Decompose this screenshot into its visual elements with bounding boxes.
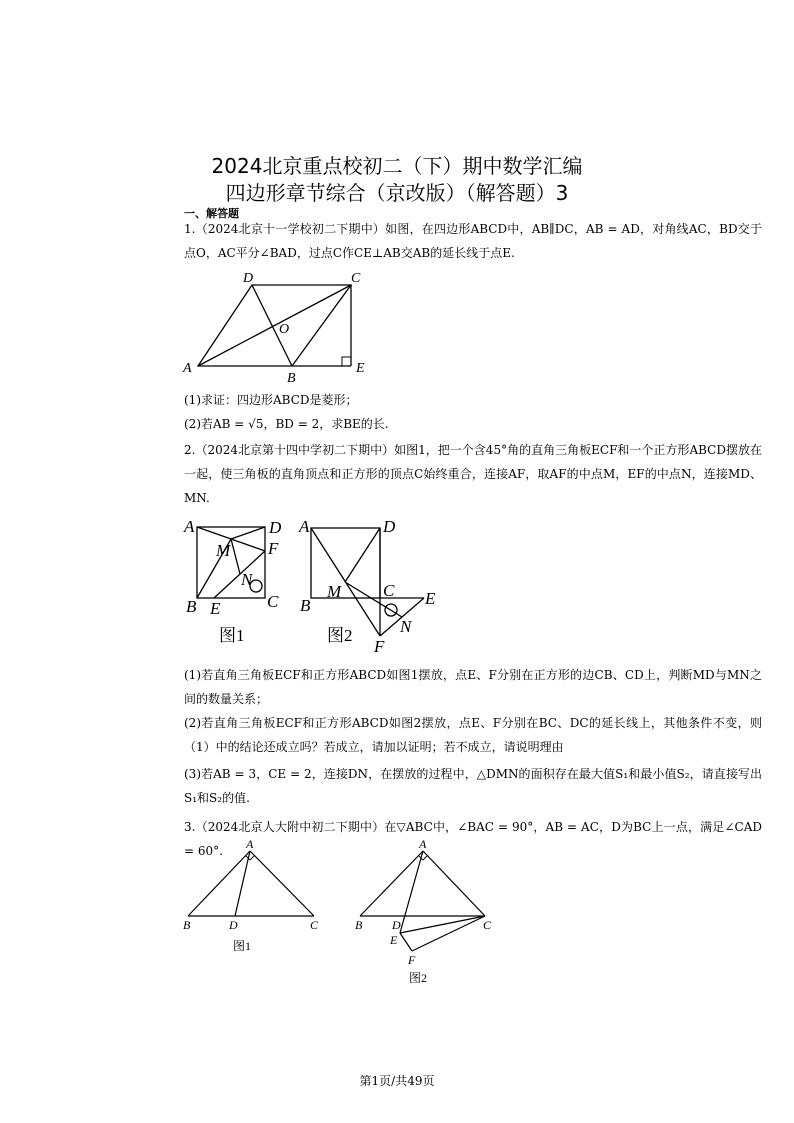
page-footer: 第1页/共49页 xyxy=(359,1074,435,1088)
q3f1-label-A: A xyxy=(246,837,254,851)
q2f2-label-C: C xyxy=(383,581,395,600)
q2f1-label-M: M xyxy=(216,541,231,560)
document-title-line2: 四边形章节综合（京改版）（解答题）3 xyxy=(225,181,569,205)
q3f1-label-D: D xyxy=(229,918,238,932)
q2f1-label-N: N xyxy=(241,570,253,589)
q1-label-O: O xyxy=(279,322,290,337)
q3f2-label-E: E xyxy=(390,933,398,947)
q2f2-label-A: A xyxy=(299,517,310,536)
q3f2-label-A: A xyxy=(419,837,427,851)
q1-stem: 1.（2024北京十一学校初二下期中）如图，在四边形ABCD中，AB∥DC，AB = AD，对角线AC，BD交于点O，AC平分∠BAD，过点C作CE⊥AB交AB的延长线于点E. xyxy=(184,222,762,260)
q2-part1: (1)若直角三角板ECF和正方形ABCD如图1摆放，点E、F分别在正方形的边CB、CD上，判断MD与MN之间的数量关系； xyxy=(184,668,762,706)
q1-label-C: C xyxy=(351,271,361,286)
q2-fig1-caption: 图1 xyxy=(219,626,245,645)
q2f1-label-C: C xyxy=(267,592,279,611)
q3f2-label-C: C xyxy=(483,918,492,932)
q3-figure-2 xyxy=(350,836,500,988)
q3-fig2-caption: 图2 xyxy=(409,971,428,985)
q1-figure xyxy=(180,268,380,386)
q1-part1: (1)求证：四边形ABCD是菱形； xyxy=(184,393,358,407)
q3f1-label-C: C xyxy=(310,918,319,932)
q2-stem: 2.（2024北京第十四中学初二下期中）如图1，把一个含45°角的直角三角板ECF和一个正方形ABCD摆放在一起，使三角板的直角顶点和正方形的顶点C始终重合，连接AF，取AF的中点M，EF的中点N，连接MD、MN. xyxy=(184,443,762,505)
q2-part2: (2)若直角三角板ECF和正方形ABCD如图2摆放，点E、F分别在BC、DC的延长线上，其他条件不变，则（1）中的结论还成立吗？若成立，请加以证明；若不成立，请说明理由 xyxy=(184,716,762,754)
q1-label-B: B xyxy=(287,371,296,386)
q3-stem: 3.（2024北京人大附中初二下期中）在▽ABC中，∠BAC = 90°，AB = AC，D为BC上一点，满足∠CAD = 60°. xyxy=(184,820,762,858)
q2-fig2-caption: 图2 xyxy=(327,626,353,645)
q2-figure-2 xyxy=(298,514,443,656)
q2f2-label-F: F xyxy=(374,637,385,656)
q1-label-E: E xyxy=(356,361,365,376)
q1-label-D: D xyxy=(243,271,254,286)
q3f1-label-B: B xyxy=(183,918,191,932)
q2f1-label-D: D xyxy=(269,518,282,537)
q2f2-label-M: M xyxy=(327,582,342,601)
q2f2-label-N: N xyxy=(400,617,412,636)
q2f1-label-F: F xyxy=(268,539,279,558)
q2-figure-1 xyxy=(183,514,293,650)
q2-part3: (3)若AB = 3，CE = 2，连接DN，在摆放的过程中，△DMN的面积存在最大值S₁和最小值S₂，请直接写出S₁和S₂的值. xyxy=(184,767,762,805)
q3-figure-1 xyxy=(180,836,330,958)
q2f2-label-E: E xyxy=(425,589,436,608)
q2f1-label-B: B xyxy=(186,597,197,616)
section-heading: 一、解答题 xyxy=(184,207,239,220)
q3f2-label-D: D xyxy=(392,918,401,932)
q2f2-label-B: B xyxy=(300,596,311,615)
q1-part2: (2)若AB = √5，BD = 2，求BE的长. xyxy=(184,417,389,431)
q2f1-label-A: A xyxy=(184,517,195,536)
q2f2-label-D: D xyxy=(383,517,396,536)
q1-label-A: A xyxy=(183,361,192,376)
q3f2-label-F: F xyxy=(408,953,416,967)
q2f1-label-E: E xyxy=(210,599,221,618)
q3-fig1-caption: 图1 xyxy=(233,939,252,953)
document-title-line1: 2024北京重点校初二（下）期中数学汇编 xyxy=(211,154,583,178)
q3f2-label-B: B xyxy=(355,918,363,932)
